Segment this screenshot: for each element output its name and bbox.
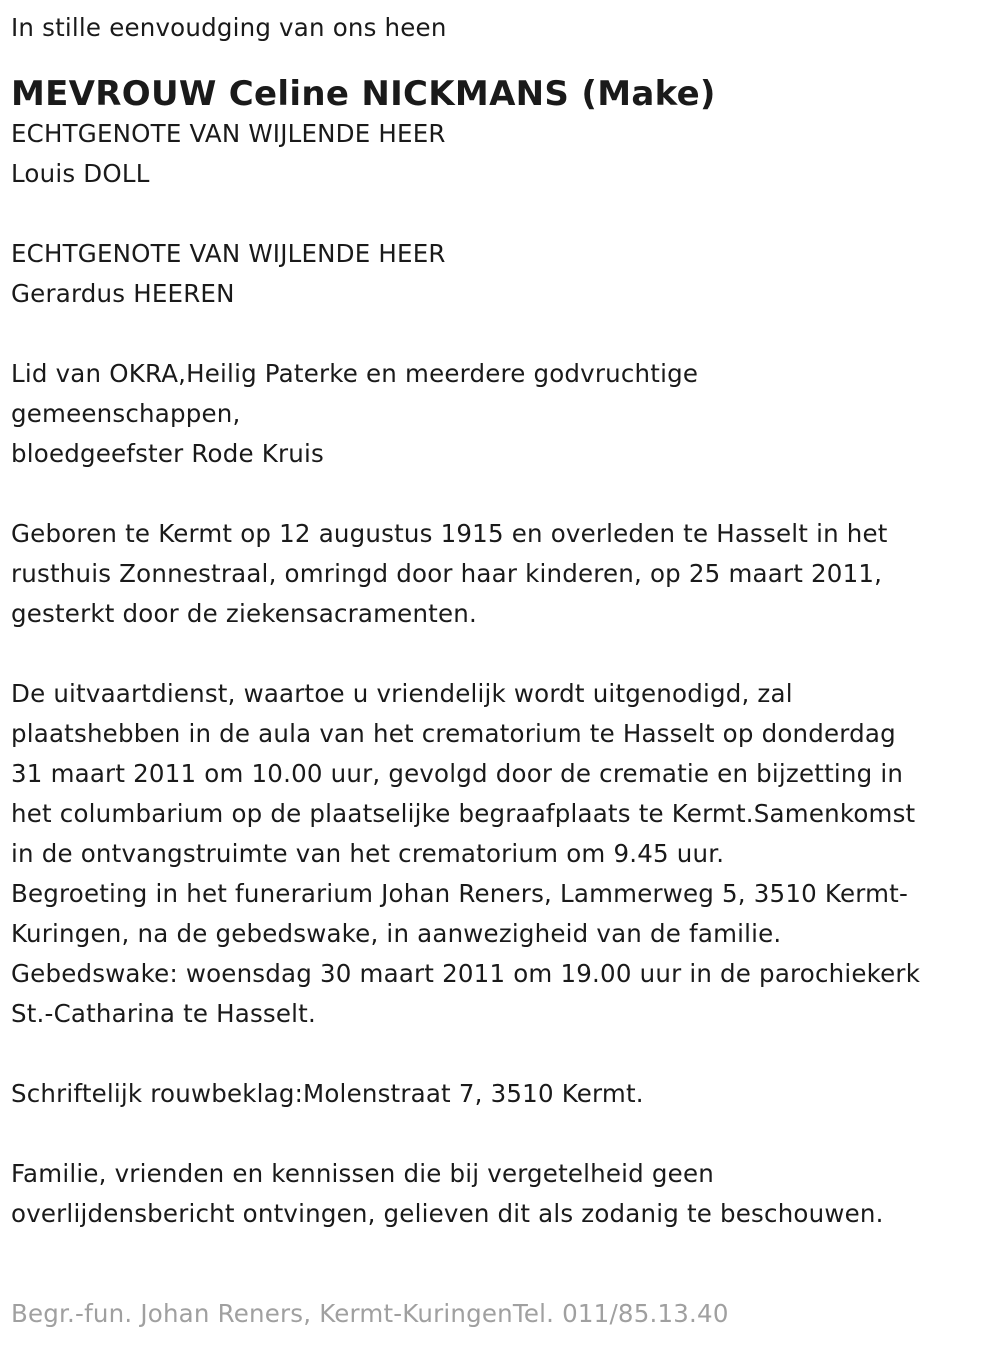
spouse2-label: ECHTGENOTE VAN WIJLENDE HEER xyxy=(11,239,446,268)
spouse1-label: ECHTGENOTE VAN WIJLENDE HEER xyxy=(11,119,446,148)
intro-line: In stille eenvoudging van ons heen xyxy=(11,13,447,42)
spouse1-name: Louis DOLL xyxy=(11,159,150,188)
deceased-name: MEVROUW Celine NICKMANS (Make) xyxy=(11,74,716,114)
vigil-line: Gebedswake: woensdag 30 maart 2011 om 19.00 uur in de parochiekerk xyxy=(11,959,921,988)
notice-line: overlijdensbericht ontvingen, gelieven dit als zodanig te beschouwen. xyxy=(11,1199,884,1228)
spacer xyxy=(11,1114,1000,1154)
funeral-line: De uitvaartdienst, waartoe u vriendelijk wordt uitgenodigd, zal xyxy=(11,679,793,708)
membership-line: gemeenschappen, xyxy=(11,399,241,428)
vigil-line: St.-Catharina te Hasselt. xyxy=(11,999,316,1028)
spouse2-name: Gerardus HEEREN xyxy=(11,279,235,308)
funeral-home-footer: Begr.-fun. Johan Reners, Kermt-KuringenTel. 011/85.13.40 xyxy=(11,1299,729,1328)
spacer xyxy=(11,474,1000,514)
condolence-line: Schriftelijk rouwbeklag:Molenstraat 7, 3510 Kermt. xyxy=(11,1079,644,1108)
visitation-line: Kuringen, na de gebedswake, in aanwezigheid van de familie. xyxy=(11,919,782,948)
funeral-line: plaatshebben in de aula van het crematorium te Hasselt op donderdag xyxy=(11,719,896,748)
birth-death-line: Geboren te Kermt op 12 augustus 1915 en overleden te Hasselt in het xyxy=(11,519,888,548)
membership-line: bloedgeefster Rode Kruis xyxy=(11,439,324,468)
spacer xyxy=(11,1034,1000,1074)
funeral-line: het columbarium op de plaatselijke begraafplaats te Kermt.Samenkomst xyxy=(11,799,916,828)
funeral-line: 31 maart 2011 om 10.00 uur, gevolgd door de crematie en bijzetting in xyxy=(11,759,904,788)
birth-death-line: rusthuis Zonnestraal, omringd door haar kinderen, op 25 maart 2011, xyxy=(11,559,883,588)
spacer xyxy=(11,634,1000,674)
birth-death-line: gesterkt door de ziekensacramenten. xyxy=(11,599,477,628)
spacer xyxy=(11,314,1000,354)
visitation-line: Begroeting in het funerarium Johan Reners, Lammerweg 5, 3510 Kermt- xyxy=(11,879,908,908)
funeral-line: in de ontvangstruimte van het crematorium om 9.45 uur. xyxy=(11,839,725,868)
spacer xyxy=(11,194,1000,234)
membership-line: Lid van OKRA,Heilig Paterke en meerdere godvruchtige xyxy=(11,359,699,388)
notice-line: Familie, vrienden en kennissen die bij vergetelheid geen xyxy=(11,1159,714,1188)
